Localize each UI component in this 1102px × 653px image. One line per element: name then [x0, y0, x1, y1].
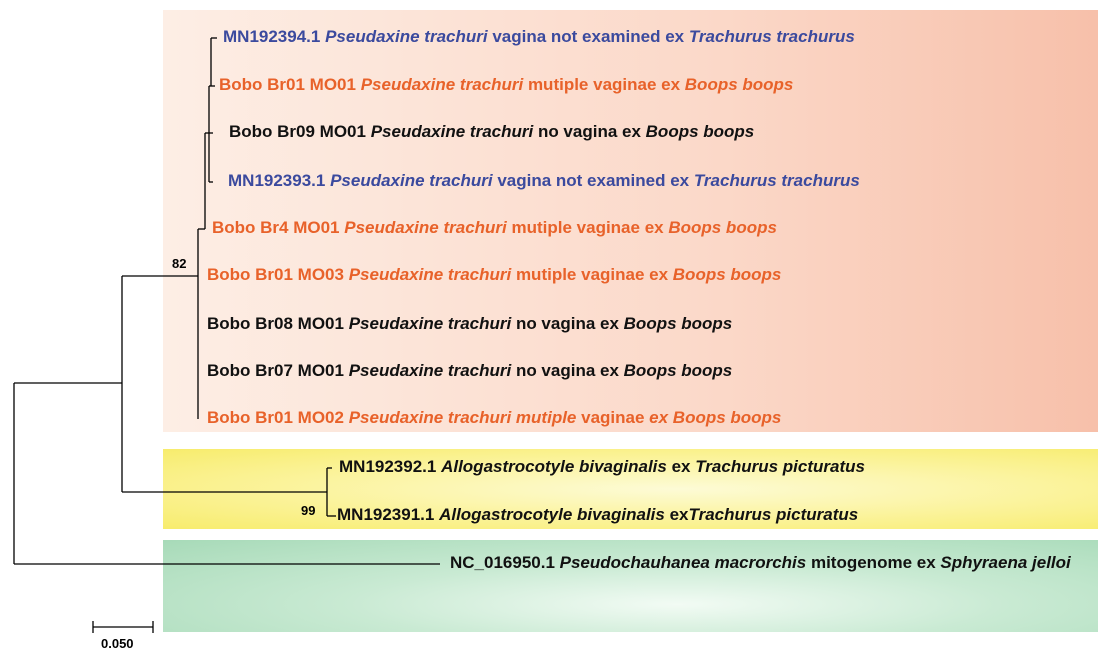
leaf-label-br07mo01	[207, 361, 732, 381]
taxon-name-italic: ex Boops boops	[649, 408, 782, 427]
label-text: Bobo Br4 MO01	[212, 218, 345, 237]
taxon-name-italic: Trachurus picturatus	[688, 505, 859, 524]
taxon-name-italic: Allogastrocotyle bivaginalis	[441, 457, 667, 476]
leaf-label-br01mo01	[219, 75, 793, 95]
label-text: vagina not examined ex	[492, 171, 694, 190]
taxon-name-italic: Pseudaxine trachuri	[348, 314, 512, 333]
label-text: MN192391.1	[337, 505, 440, 524]
leaf-label-br4mo01	[212, 218, 777, 238]
label-text: MN192394.1	[223, 27, 326, 46]
label-text: vaginae	[576, 408, 650, 427]
bootstrap-value-pseudaxine: 82	[172, 256, 187, 271]
taxon-name-italic: Trachurus trachurus	[688, 27, 855, 46]
leaf-label-mn192393-1	[228, 171, 860, 191]
label-text: Bobo Br01 MO01	[219, 75, 361, 94]
taxon-name-italic: Pseudaxine trachuri	[325, 27, 488, 46]
label-text: mutiple vaginae ex	[511, 265, 673, 284]
label-text: ex	[666, 457, 696, 476]
leaf-label-br01mo02	[207, 408, 781, 428]
taxon-name-italic: Boops boops	[623, 361, 733, 380]
label-text: ex	[664, 505, 689, 524]
taxon-name-italic: Pseudaxine trachuri	[348, 265, 512, 284]
taxon-name-italic: Boops boops	[645, 122, 755, 141]
bootstrap-value-allogastrocotyle: 99	[301, 503, 316, 518]
label-text: Bobo Br07 MO01	[207, 361, 349, 380]
leaf-label-br08mo01	[207, 314, 732, 334]
label-text: no vagina ex	[511, 314, 624, 333]
taxon-name-italic: Pseudochauhanea macrorchis	[559, 553, 807, 572]
label-text: mutiple vaginae ex	[523, 75, 685, 94]
label-text: Bobo Br09 MO01	[229, 122, 371, 141]
taxon-name-italic: Pseudaxine trachuri	[360, 75, 524, 94]
label-text: vagina not examined ex	[487, 27, 689, 46]
leaf-label-nc-016950-1	[450, 553, 1071, 573]
taxon-name-italic: Trachurus picturatus	[695, 457, 865, 476]
leaf-label-br09mo01	[229, 122, 754, 142]
leaf-label-br01mo03	[207, 265, 781, 285]
taxon-name-italic: Pseudaxine trachuri	[370, 122, 534, 141]
label-text: mitogenome ex	[806, 553, 941, 572]
label-text: MN192392.1	[339, 457, 442, 476]
taxon-name-italic: Boops boops	[668, 218, 777, 237]
taxon-name-italic: Sphyraena jelloi	[940, 553, 1071, 572]
scale-bar-label: 0.050	[101, 636, 134, 651]
leaf-label-mn192392-1	[339, 457, 865, 477]
label-text: Bobo Br08 MO01	[207, 314, 349, 333]
taxon-name-italic: Boops boops	[684, 75, 794, 94]
taxon-name-italic: Boops boops	[672, 265, 782, 284]
label-text: no vagina ex	[511, 361, 624, 380]
label-text: Bobo Br01 MO03	[207, 265, 349, 284]
taxon-name-italic: Pseudaxine trachuri	[344, 218, 507, 237]
leaf-label-mn192394-1	[223, 27, 855, 47]
label-text: no vagina ex	[533, 122, 646, 141]
leaf-label-mn192391-1	[337, 505, 858, 525]
taxon-name-italic: Trachurus trachurus	[693, 171, 860, 190]
taxon-name-italic: Pseudaxine trachuri	[348, 361, 512, 380]
label-text: mutiple vaginae ex	[506, 218, 669, 237]
label-text: NC_016950.1	[450, 553, 560, 572]
label-text: MN192393.1	[228, 171, 331, 190]
label-text: Bobo Br01 MO02	[207, 408, 349, 427]
taxon-name-italic: Pseudaxine trachuri	[330, 171, 493, 190]
taxon-name-italic: Pseudaxine trachuri mutiple	[348, 408, 577, 427]
taxon-name-italic: Allogastrocotyle bivaginalis	[439, 505, 665, 524]
taxon-name-italic: Boops boops	[623, 314, 733, 333]
